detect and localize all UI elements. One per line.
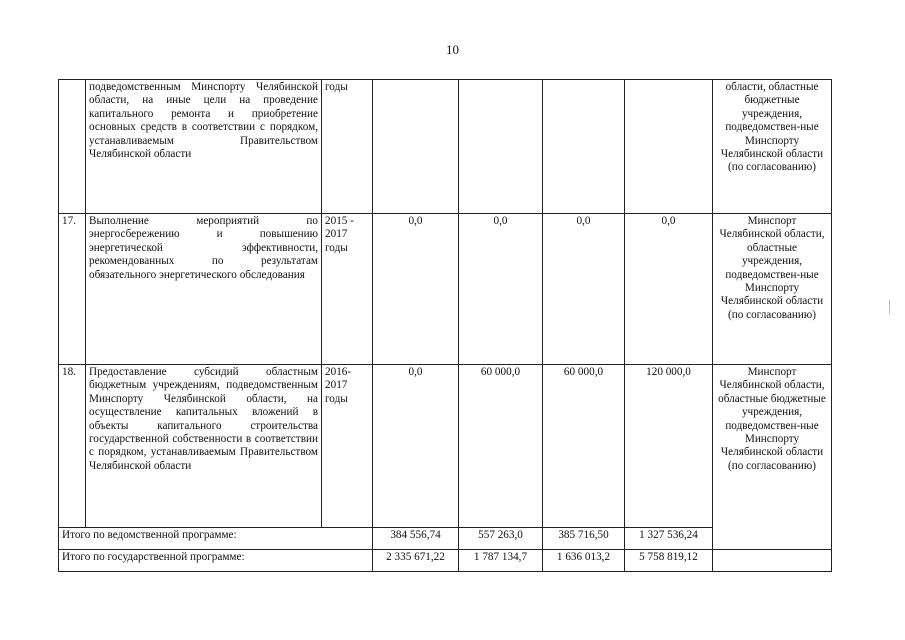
total-value: 2 335 671,22 — [373, 550, 459, 572]
activity-description: подведомственным Минспорту Челябинской области, на иные цели на проведение капитального ремонта и приобретение основных средств в соответствии с порядком, устанавливаемым Правительством Челябинской области — [86, 80, 322, 214]
total-value: 384 556,74 — [373, 528, 459, 550]
total-value: 557 263,0 — [459, 528, 543, 550]
period-cell: годы — [322, 80, 373, 214]
activity-description: Выполнение мероприятий по энергосбережению и повышению энергетической эффективности, рекомендованных по результатам обязательного энергетического обследования — [86, 214, 322, 365]
total-row — [59, 550, 832, 572]
value-cell: 0,0 — [373, 214, 459, 365]
total-label: Итого по государственной программе: — [59, 550, 373, 572]
value-cell: 0,0 — [543, 214, 625, 365]
activity-description: Предоставление субсидий областным бюджетным учреждениям, подведомственным Минспорту Челябинской области, на осуществление капитальных вложений в объекты капитального строительства государственной собственности в соответствии с порядком, устанавливаемым Правительством Челябинской области — [86, 365, 322, 528]
table-row — [59, 80, 832, 214]
value-cell — [459, 80, 543, 214]
table-row — [59, 365, 832, 528]
executor-cell-empty — [713, 550, 832, 572]
row-number: 18. — [59, 365, 86, 528]
row-number — [59, 80, 86, 214]
total-value: 1 636 013,2 — [543, 550, 625, 572]
value-cell: 0,0 — [373, 365, 459, 528]
total-value: 1 327 536,24 — [625, 528, 713, 550]
table-row — [59, 214, 832, 365]
executor-cell: Минспорт Челябинской области, областные бюджетные учреждения, подведомствен-ные Минспорту Челябинской области (по согласованию) — [713, 365, 832, 550]
executor-cell: области, областные бюджетные учреждения, подведомствен-ные Минспорту Челябинской области (по согласованию) — [713, 80, 832, 214]
value-cell: 0,0 — [625, 214, 713, 365]
value-cell: 60 000,0 — [543, 365, 625, 528]
total-label: Итого по ведомственной программе: — [59, 528, 373, 550]
period-cell: 2016-2017 годы — [322, 365, 373, 528]
value-cell: 0,0 — [459, 214, 543, 365]
executor-cell: Минспорт Челябинской области, областные учреждения, подведомствен-ные Минспорту Челябинской области (по согласованию) — [713, 214, 832, 365]
row-number: 17. — [59, 214, 86, 365]
value-cell: 60 000,0 — [459, 365, 543, 528]
scan-artifact-mark — [889, 300, 890, 314]
value-cell: 120 000,0 — [625, 365, 713, 528]
period-cell: 2015 - 2017 годы — [322, 214, 373, 365]
total-value: 1 787 134,7 — [459, 550, 543, 572]
value-cell — [543, 80, 625, 214]
total-value: 5 758 819,12 — [625, 550, 713, 572]
page-number: 10 — [446, 42, 459, 57]
program-table — [58, 79, 832, 572]
value-cell — [625, 80, 713, 214]
total-value: 385 716,50 — [543, 528, 625, 550]
value-cell — [373, 80, 459, 214]
